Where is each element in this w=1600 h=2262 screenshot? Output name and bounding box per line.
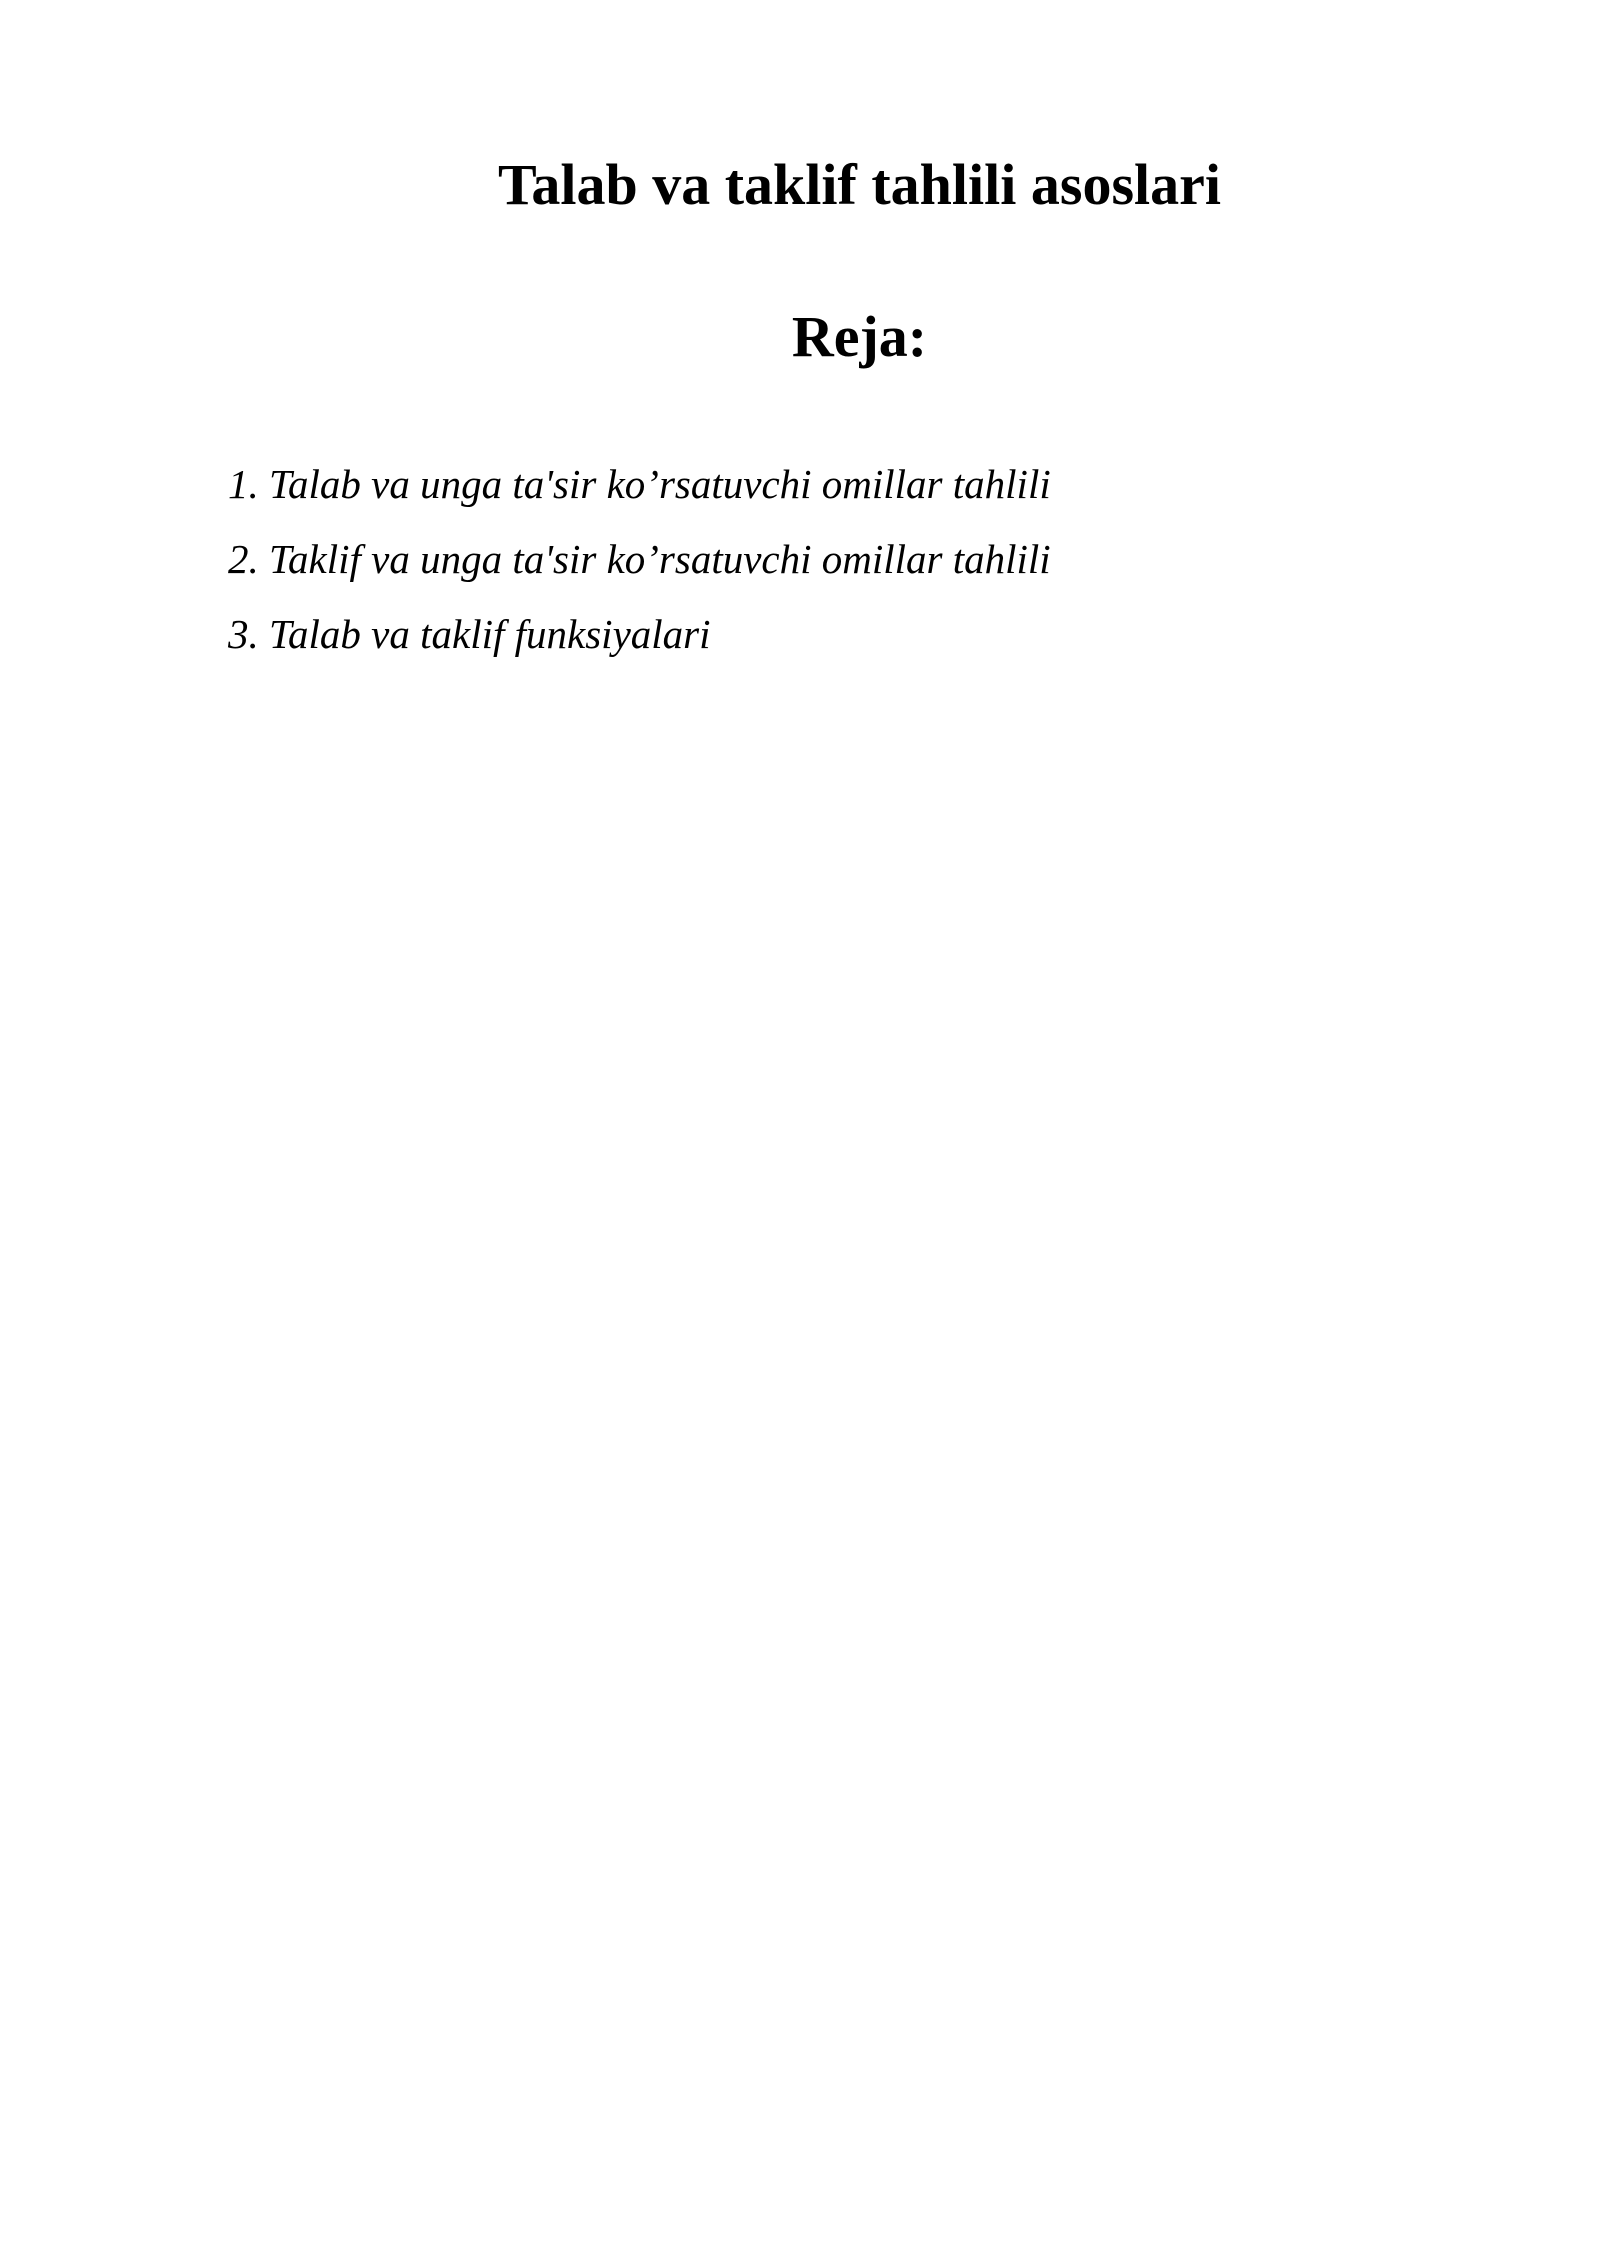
plan-item: 3. Talab va taklif funksiyalari [228, 611, 711, 657]
plan-list [228, 447, 1051, 672]
plan-heading: Reja: [791, 304, 928, 369]
plan-item: 2. Taklif va unga ta'sir ko’rsatuvchi omillar tahlili [228, 536, 1051, 582]
plan-item: 1. Talab va unga ta'sir ko’rsatuvchi omillar tahlili [228, 461, 1051, 507]
document-title: Talab va taklif tahlili asoslari [498, 152, 1221, 217]
